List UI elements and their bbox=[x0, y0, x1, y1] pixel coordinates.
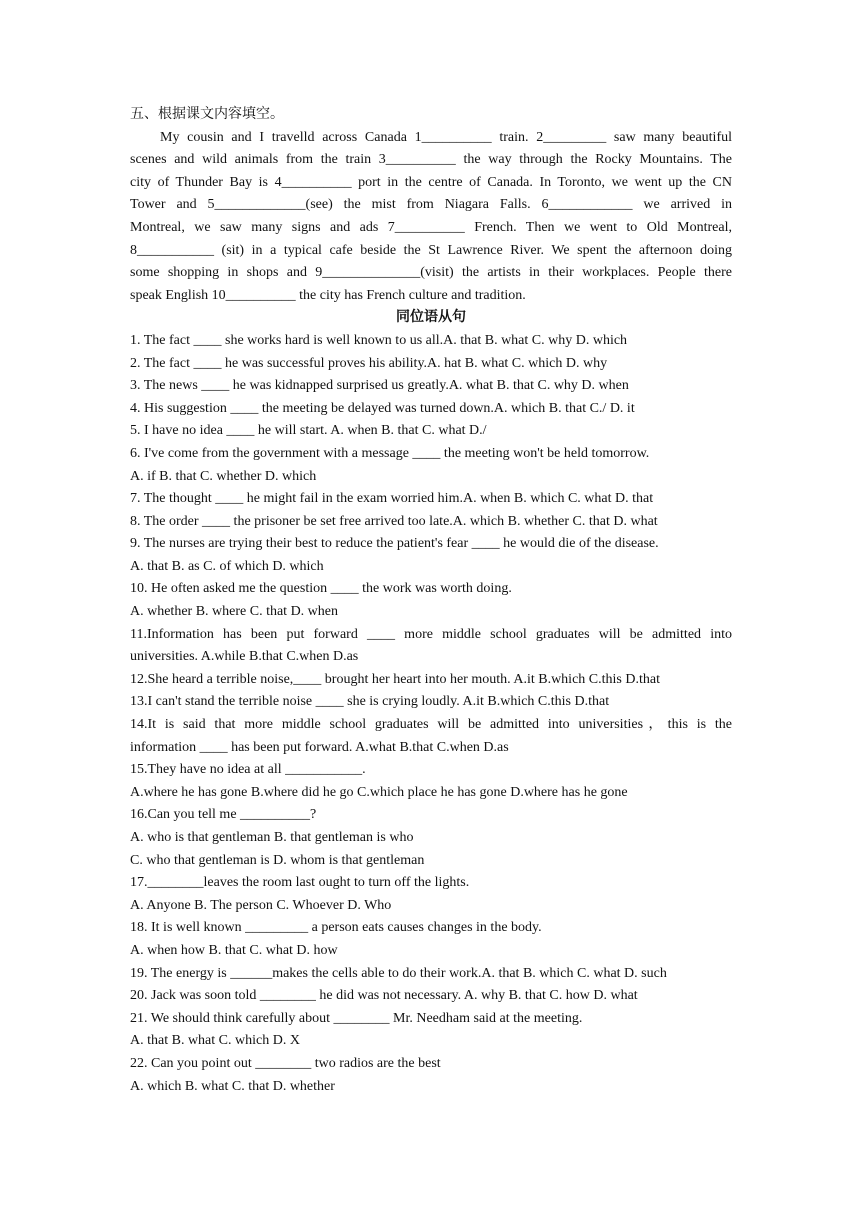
passage-line: speak English 10__________ the city has French culture and tradition. bbox=[130, 287, 526, 303]
question-line: 10. He often asked me the question ____ the work was worth doing. bbox=[130, 581, 512, 597]
question-line: 12.She heard a terrible noise,____ brought her heart into her mouth. A.it B.which C.this D.that bbox=[130, 671, 660, 687]
question-line: 11.Information has been put forward ____ more middle school graduates will be admitted into bbox=[130, 626, 732, 642]
question-line: 17.________leaves the room last ought to turn off the lights. bbox=[130, 875, 470, 891]
question-line: 2. The fact ____ he was successful proves his ability.A. hat B. what C. which D. why bbox=[130, 355, 608, 371]
question-line: A. which B. what C. that D. whether bbox=[130, 1078, 335, 1094]
question-line: 20. Jack was soon told ________ he did was not necessary. A. why B. that C. how D. what bbox=[130, 988, 638, 1004]
passage-line: Tower and 5_____________(see) the mist from Niagara Falls. 6____________ we arrived in bbox=[130, 197, 732, 213]
question-line: A. that B. what C. which D. X bbox=[130, 1033, 300, 1049]
question-line: 21. We should think carefully about ________ Mr. Needham said at the meeting. bbox=[130, 1010, 583, 1026]
question-list bbox=[130, 330, 732, 1098]
passage-line: My cousin and I travelld across Canada 1__________ train. 2_________ saw many beautiful bbox=[160, 129, 732, 145]
document-page bbox=[130, 104, 732, 1098]
question-line: 15.They have no idea at all ___________. bbox=[130, 762, 366, 778]
question-line: 7. The thought ____ he might fail in the exam worried him.A. when B. which C. what D. that bbox=[130, 491, 654, 507]
question-line: A. when how B. that C. what D. how bbox=[130, 942, 338, 958]
question-line: A. if B. that C. whether D. which bbox=[130, 468, 317, 484]
question-line: A. whether B. where C. that D. when bbox=[130, 604, 339, 620]
passage-line: some shopping in shops and 9______________(visit) the artists in their workplaces. People there bbox=[130, 265, 732, 281]
question-line: A. that B. as C. of which D. which bbox=[130, 558, 324, 574]
question-line: universities. A.while B.that C.when D.as bbox=[130, 649, 359, 665]
cloze-passage bbox=[130, 127, 732, 308]
question-line: A. who is that gentleman B. that gentleman is who bbox=[130, 830, 414, 845]
question-line: 13.I can't stand the terrible noise ____ she is crying loudly. A.it B.which C.this D.that bbox=[130, 694, 610, 710]
question-line: 4. His suggestion ____ the meeting be delayed was turned down.A. which B. that C./ D. it bbox=[130, 400, 635, 416]
question-line: 3. The news ____ he was kidnapped surprised us greatly.A. what B. that C. why D. when bbox=[130, 378, 629, 394]
question-line: 16.Can you tell me __________? bbox=[130, 807, 317, 823]
passage-line: scenes and wild animals from the train 3__________ the way through the Rocky Mountains. The bbox=[130, 152, 732, 168]
question-line: 8. The order ____ the prisoner be set free arrived too late.A. which B. whether C. that D. what bbox=[130, 513, 658, 529]
passage-line: Montreal, we saw many signs and ads 7__________ French. Then we went to Old Montreal, bbox=[130, 219, 732, 235]
question-line: 9. The nurses are trying their best to reduce the patient's fear ____ he would die of the disease. bbox=[130, 536, 659, 552]
question-line: 22. Can you point out ________ two radios are the best bbox=[130, 1055, 441, 1071]
question-line: A. Anyone B. The person C. Whoever D. Who bbox=[130, 897, 392, 913]
question-line: 19. The energy is ______makes the cells able to do their work.A. that B. which C. what D. such bbox=[130, 965, 667, 981]
question-line: 1. The fact ____ she works hard is well known to us all.A. that B. what C. why D. which bbox=[130, 332, 628, 348]
grammar-title: 同位语从句 bbox=[396, 310, 466, 326]
passage-line: 8___________ (sit) in a typical cafe beside the St Lawrence River. We spent the afternoon doing bbox=[130, 242, 732, 258]
question-line: 5. I have no idea ____ he will start. A. when B. that C. what D./ bbox=[130, 423, 487, 439]
question-line: A.where he has gone B.where did he go C.which place he has gone D.where has he gone bbox=[130, 784, 628, 800]
passage-line: city of Thunder Bay is 4__________ port in the centre of Canada. In Toronto, we went up the CN bbox=[130, 174, 732, 190]
question-line: 18. It is well known _________ a person eats causes changes in the body. bbox=[130, 920, 542, 936]
question-line: C. who that gentleman is D. whom is that gentleman bbox=[130, 852, 425, 868]
question-line: 6. I've come from the government with a message ____ the meeting won't be held tomorrow. bbox=[130, 445, 650, 461]
question-line: information ____ has been put forward. A.what B.that C.when D.as bbox=[130, 739, 509, 755]
section-heading: 五、根据课文内容填空。 bbox=[130, 107, 284, 122]
question-line: 14.It is said that more middle school graduates will be admitted into universities，this is the bbox=[130, 717, 732, 733]
